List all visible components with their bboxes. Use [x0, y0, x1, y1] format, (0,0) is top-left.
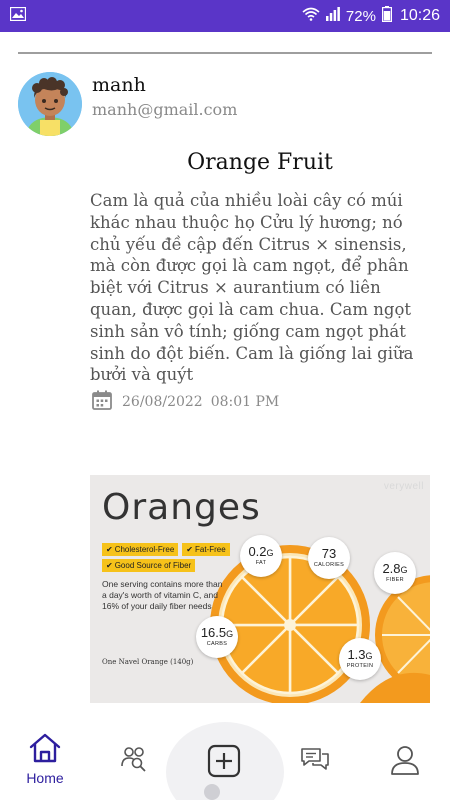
status-right — [302, 6, 440, 26]
tag-label: Fat-Free — [194, 545, 226, 554]
nutrient-bubble-fiber — [374, 552, 416, 594]
calendar-icon — [92, 390, 112, 414]
post-image[interactable] — [90, 475, 430, 703]
nutrient-label: FAT — [255, 560, 267, 566]
nutrient-bubble-carbs — [196, 616, 238, 658]
tag-label: Good Source of Fiber — [114, 561, 192, 570]
nutrient-unit: G — [400, 565, 408, 575]
people-search-icon — [120, 744, 148, 776]
tag — [102, 543, 178, 556]
bottom-navigation — [0, 722, 450, 800]
nutrient-label: CARBS — [206, 641, 228, 647]
post-body: Cam là quả của nhiều loài cây có múi khác nhau thuộc họ Cửu lý hương; nó chủ yếu đề cập đến Citrus × sinensis, mà còn được gọi là cam ngọt, để phân biệt với Citrus × aurantium có liên quan, được gọi là cam chua. Cam ngọt sinh sản vô tính; giống cam ngọt phát sinh do đột biến. Cam là giống lai giữa bưởi và quýt — [90, 191, 414, 385]
post-date — [92, 390, 279, 414]
tag-row — [102, 543, 230, 556]
nutrient-value: 2.8 — [382, 561, 401, 576]
nutrient-label: CALORIES — [313, 562, 345, 568]
nav-home-label: Home — [26, 770, 64, 786]
user-name: manh — [92, 74, 146, 96]
post-datetime — [122, 394, 279, 410]
check-icon: ✔ — [106, 545, 113, 554]
wifi-icon — [302, 7, 320, 25]
image-title: Oranges — [102, 487, 261, 528]
nutrient-value: 0.2 — [248, 544, 267, 559]
tag — [182, 543, 229, 556]
nutrient-unit: G — [365, 651, 373, 661]
nutrient-value: 1.3 — [347, 647, 366, 662]
gallery-notification-icon — [10, 7, 26, 26]
battery-percentage: 72% — [345, 7, 376, 25]
nutrient-bubble-fat — [240, 535, 282, 577]
nav-messages[interactable] — [300, 746, 330, 776]
nutrient-label: FIBER — [386, 577, 404, 583]
nutrient-value: 73 — [321, 546, 337, 561]
status-bar — [0, 0, 450, 32]
nav-indicator-dot — [204, 784, 220, 800]
image-brand: verywell — [383, 481, 424, 492]
header-divider — [18, 52, 432, 54]
avatar-illustration — [18, 72, 82, 136]
signal-icon — [326, 7, 340, 25]
nav-home[interactable] — [22, 732, 68, 786]
nav-add-post[interactable] — [207, 744, 241, 782]
home-icon — [28, 732, 62, 768]
post-date-value: 26/08/2022 — [122, 394, 203, 410]
nutrient-unit: G — [226, 629, 234, 639]
user-email: manh@gmail.com — [92, 100, 238, 119]
nutrient-bubble-calories — [308, 537, 350, 579]
nutrient-bubble-protein — [339, 638, 381, 680]
nutrient-label: PROTEIN — [346, 663, 374, 669]
tag-label: Cholesterol-Free — [114, 545, 175, 554]
avatar[interactable] — [18, 72, 82, 136]
image-tags — [102, 543, 230, 572]
chat-icon — [300, 746, 330, 776]
image-description: One serving contains more than a day's worth of vitamin C, and 16% of your daily fiber needs — [102, 579, 223, 611]
add-post-icon — [207, 744, 241, 782]
post-time-value: 08:01 PM — [210, 394, 280, 410]
check-icon: ✔ — [106, 561, 113, 570]
nutrient-unit: G — [266, 548, 274, 558]
tag-row — [102, 559, 230, 572]
user-profile-icon — [390, 744, 420, 780]
status-left — [10, 7, 26, 26]
nav-friends[interactable] — [120, 744, 148, 776]
status-clock: 10:26 — [399, 7, 440, 24]
nav-profile[interactable] — [390, 744, 420, 780]
post-title: Orange Fruit — [187, 150, 333, 175]
nutrient-value: 16.5 — [200, 625, 227, 640]
check-icon: ✔ — [186, 545, 193, 554]
image-footnote: One Navel Orange (140g) — [102, 658, 194, 666]
tag — [102, 559, 195, 572]
battery-icon — [382, 6, 392, 26]
